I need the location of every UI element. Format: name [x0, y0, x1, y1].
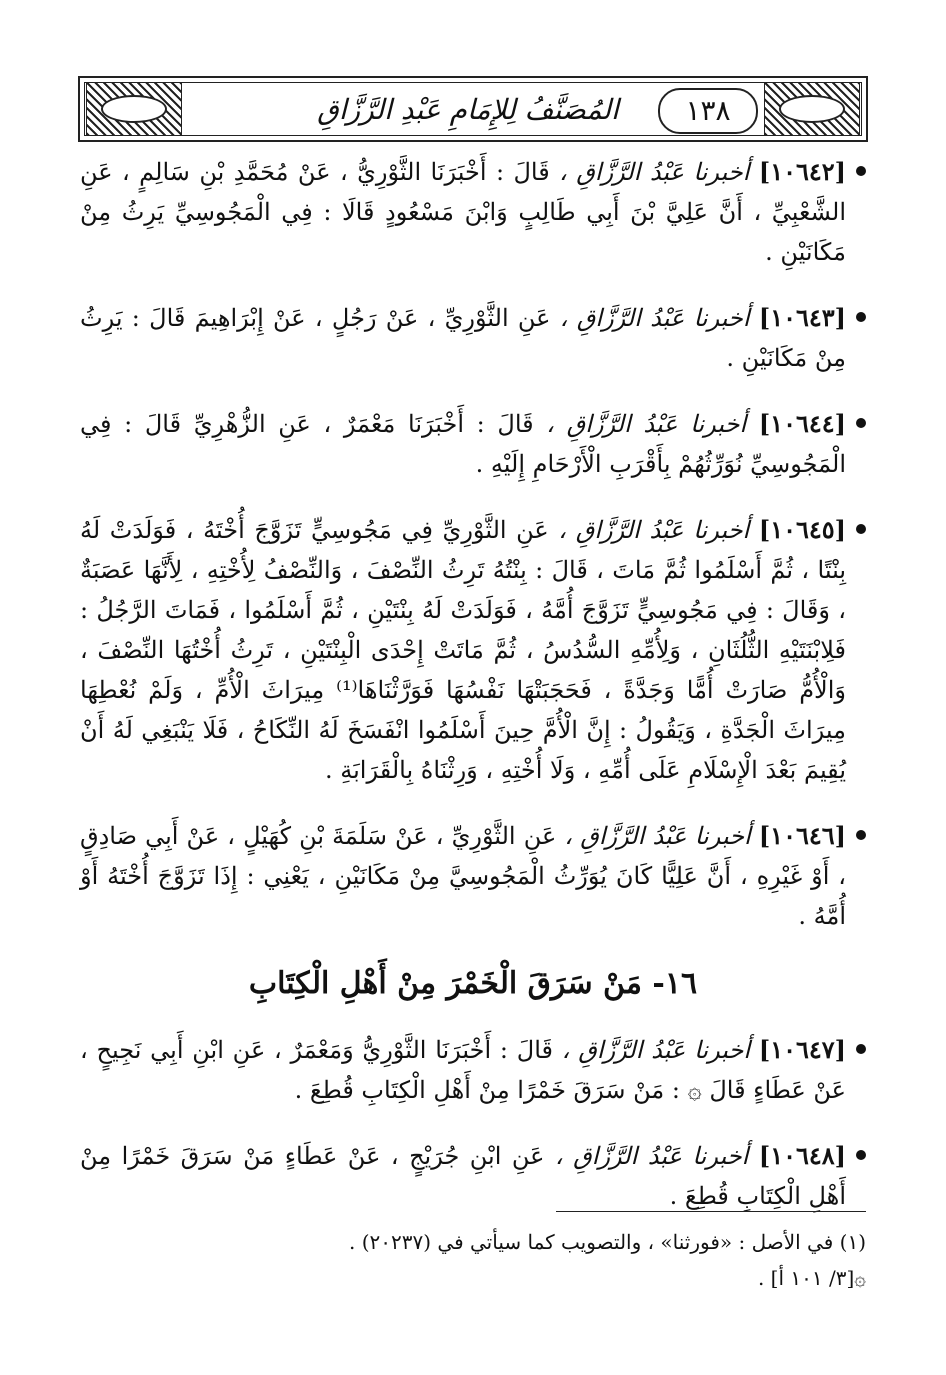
- hadith-text: قَالَ : أَخْبَرَنَا الثَّوْرِيُّ ، عَنْ مُحَمَّدِ بْنِ سَالِمٍ ، عَنِ الشَّعْبِيِّ ، أَنَّ عَلِيَّ بْنَ أَبِي طَالِبٍ وَابْنَ مَسْعُودٍ قَالَا : فِي الْمَجُوسِيِّ يَرِثُ مِنْ مَكَانَيْنِ .: [80, 158, 846, 266]
- hadith-10643: [80, 298, 866, 378]
- hadith-intro: أخبرنا عَبْدُ الرَّزَّاقِ ،: [559, 304, 750, 332]
- hadith-10645: [80, 510, 866, 790]
- hadith-number: [١٠٦٤٨]: [758, 1141, 847, 1170]
- bullet-icon: [856, 1150, 866, 1160]
- book-title: المُصَنَّفُ لِلإِمَامِ عَبْدِ الرَّزَّاقِ: [317, 93, 619, 126]
- hadith-10646: [80, 816, 866, 936]
- page-number: ١٣٨: [658, 88, 758, 134]
- footnote-manuscript-ref: ۞[٣/ ١٠١ أ] .: [757, 1266, 866, 1290]
- hadith-10642: [80, 152, 866, 272]
- hadith-intro: أخبرنا عَبْدُ الرَّزَّاقِ ،: [558, 516, 750, 544]
- hadith-text: قَالَ : أَخْبَرَنَا مَعْمَرٌ ، عَنِ الزُّهْرِيِّ قَالَ : فِي الْمَجُوسِيِّ نُوَرِّثُهُمْ بِأَقْرَبِ الْأَرْحَامِ إِلَيْهِ .: [80, 410, 846, 478]
- seal-icon: [779, 95, 845, 123]
- footnotes: [200, 1224, 866, 1296]
- hadith-number: [١٠٦٤٧]: [758, 1035, 846, 1064]
- hadith-10648: [80, 1136, 866, 1216]
- bullet-icon: [856, 312, 866, 322]
- hadith-intro: أخبرنا عَبْدُ الرَّزَّاقِ ،: [564, 822, 751, 850]
- bullet-icon: [856, 418, 866, 428]
- bullet-icon: [856, 830, 866, 840]
- hadith-number: [١٠٦٤٥]: [758, 515, 846, 544]
- hadith-intro: أخبرنا عَبْدُ الرَّزَّاقِ ،: [546, 410, 747, 438]
- hadith-intro: أخبرنا عَبْدُ الرَّزَّاقِ ،: [559, 158, 750, 186]
- footnote-divider: [556, 1211, 866, 1212]
- bullet-icon: [856, 166, 866, 176]
- hadith-intro: أخبرنا عَبْدُ الرَّزَّاقِ ،: [561, 1036, 751, 1064]
- hadith-10644: [80, 404, 866, 484]
- footnote-1: (١) في الأصل : «فورثنا» ، والتصويب كما سيأتي في (٢٠٢٣٧) .: [349, 1230, 866, 1254]
- ornament-right-seal-icon: [764, 82, 860, 136]
- hadith-number: [١٠٦٤٣]: [758, 303, 847, 332]
- ornament-left-seal-icon: [86, 82, 182, 136]
- hadith-intro: أخبرنا عَبْدُ الرَّزَّاقِ ،: [554, 1142, 749, 1170]
- chapter-heading: ١٦- مَنْ سَرَقَ الْخَمْرَ مِنْ أَهْلِ الْكِتَابِ: [248, 966, 698, 1001]
- bullet-icon: [856, 1044, 866, 1054]
- hadith-text: عَنِ الثَّوْرِيِّ فِي مَجُوسِيٍّ تَزَوَّجَ أُخْتَهُ ، فَوَلَدَتْ لَهُ بِنْتًا ، ثُمَّ أَسْلَمُوا ثُمَّ مَاتَ ، قَالَ : بِنْتُهُ تَرِثُ النِّصْفَ ، وَالنِّصْفُ لِأُخْتِهِ ، لِأَنَّهَا عَصَبَةٌ ، وَقَالَ : فِي مَجُوسِيٍّ تَزَوَّجَ أُمَّهُ ، فَوَلَدَتْ لَهُ بِنْتَيْنِ ، ثُمَّ أَسْلَمُوا ، فَمَاتَ الرَّجُلُ : فَلِابْنَتَيْهِ الثُّلُثَانِ ، وَلِأُمِّهِ السُّدُسُ ، ثُمَّ مَاتَتْ إِحْدَى الْبِنْتَيْنِ ، تَرِثُ أُخْتُهَا النِّصْفَ ، وَالْأُمُّ صَارَتْ أُمًّا وَجَدَّةً ، فَحَجَبَتْهَا نَفْسُهَا فَوَرَّثْنَاهَا⁽¹⁾ مِيرَاثَ الْأُمِّ ، وَلَمْ نُعْطِهَا مِيرَاثَ الْجَدَّةِ ، وَيَقُولُ : إِنَّ الْأُمَّ حِينَ أَسْلَمُوا انْفَسَخَ لَهُ النِّكَاحُ ، فَلَا يَنْبَغِي لَهُ أَنْ يُقِيمَ بَعْدَ الْإِسْلَامِ عَلَى أُمِّهِ ، وَلَا أُخْتِهِ ، وَرِثْنَاهُ بِالْقَرَابَةِ .: [80, 516, 847, 784]
- bullet-icon: [856, 524, 866, 534]
- hadith-text: عَنِ الثَّوْرِيِّ ، عَنْ سَلَمَةَ بْنِ كُهَيْلٍ ، عَنْ أَبِي صَادِقٍ ، أَوْ غَيْرِهِ ، أَنَّ عَلِيًّا كَانَ يُوَرِّثُ الْمَجُوسِيَّ مِنْ مَكَانَيْنِ ، يَعْنِي : إِذَا تَزَوَّجَ أُخْتَهُ أَوْ أُمَّهُ .: [80, 822, 846, 930]
- hadith-text: قَالَ : أَخْبَرَنَا الثَّوْرِيُّ وَمَعْمَرٌ ، عَنِ ابْنِ أَبِي نَجِيحٍ ، عَنْ عَطَاءٍ قَالَ ۞ : مَنْ سَرَقَ خَمْرًا مِنْ أَهْلِ الْكِتَابِ قُطِعَ .: [80, 1036, 846, 1104]
- main-text: [80, 152, 866, 1242]
- hadith-text: عَنِ الثَّوْرِيِّ ، عَنْ رَجُلٍ ، عَنْ إِبْرَاهِيمَ قَالَ : يَرِثُ مِنْ مَكَانَيْنِ .: [80, 304, 846, 372]
- hadith-text: عَنِ ابْنِ جُرَيْجٍ ، عَنْ عَطَاءٍ مَنْ سَرَقَ خَمْرًا مِنْ أَهْلِ الْكِتَابِ قُطِعَ .: [80, 1142, 846, 1210]
- hadith-number: [١٠٦٤٦]: [758, 821, 846, 850]
- running-header: [78, 76, 868, 142]
- hadith-10647: [80, 1030, 866, 1110]
- seal-icon: [101, 95, 167, 123]
- hadith-number: [١٠٦٤٢]: [758, 157, 846, 186]
- hadith-number: [١٠٦٤٤]: [758, 409, 846, 438]
